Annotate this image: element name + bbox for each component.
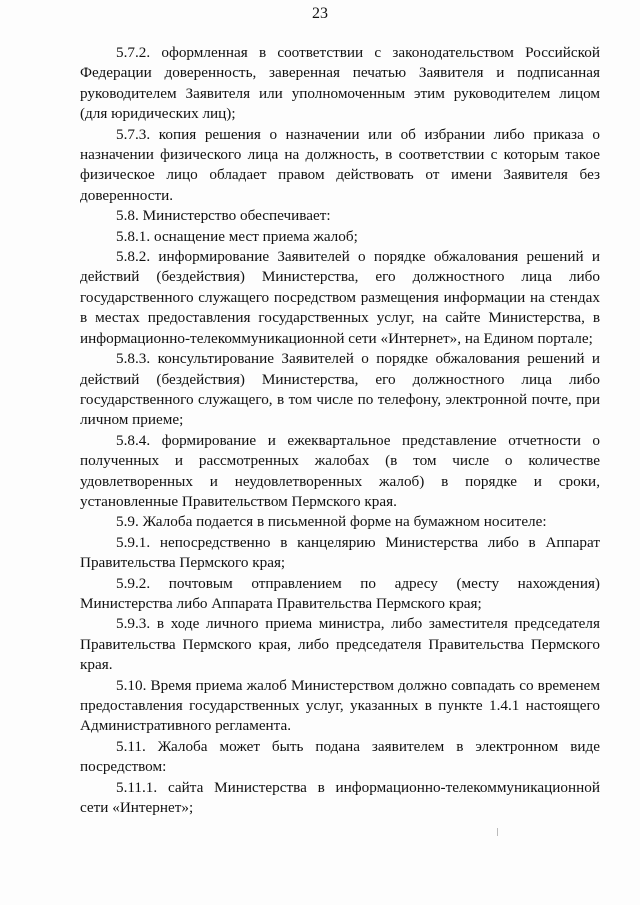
page-content [80, 43, 600, 818]
paragraph-5-7-2: 5.7.2. оформленная в соответствии с законодательством Российской Федерации доверенность, заверенная печатью Заявителя и подписанная руководителем Заявителя или уполномоченным этим руководителем лицом (для юридических лиц); [80, 44, 600, 123]
paragraph-5-10: 5.10. Время приема жалоб Министерством должно совпадать со временем предоставления государственных услуг, указанных в пункте 1.4.1 настоящего Административного регламента. [80, 676, 600, 735]
paragraph-5-11-1: 5.11.1. сайта Министерства в информационно-телекоммуникационной сети «Интернет»; [80, 778, 600, 817]
paragraph-5-7-3: 5.7.3. копия решения о назначении или об избрании либо приказа о назначении физического лица на должность, в соответствии с которым такое физическое лицо обладает правом действовать от имени Заявителя без доверенности. [80, 125, 600, 204]
paragraph-5-9: 5.9. Жалоба подается в письменной форме на бумажном носителе: [116, 513, 547, 531]
paragraph-5-9-3: 5.9.3. в ходе личного приема министра, либо заместителя председателя Правительства Пермского края, либо председателя Правительства Пермского края. [80, 615, 600, 674]
paragraph-5-11: 5.11. Жалоба может быть подана заявителем в электронном виде посредством: [80, 737, 600, 776]
paragraph-5-8-1: 5.8.1. оснащение мест приема жалоб; [116, 227, 358, 245]
paragraph-5-8-3: 5.8.3. консультирование Заявителей о порядке обжалования решений и действий (бездействия) Министерства, его должностного лица либо государственного служащего, в том числе по телефону, электронной почте, при личном приеме; [80, 350, 600, 429]
paragraph-5-9-2: 5.9.2. почтовым отправлением по адресу (месту нахождения) Министерства либо Аппарата Правительства Пермского края; [80, 574, 600, 612]
paragraph-5-8-4: 5.8.4. формирование и ежеквартальное представление отчетности о полученных и рассмотренных жалобах (в том числе о количестве удовлетворенных и неудовлетворенных жалоб) в порядке и сроки, установленные Правительством Пермского края. [80, 431, 600, 510]
scan-speck [497, 828, 498, 836]
page-number: 23 [312, 5, 328, 22]
paragraph-5-8-2: 5.8.2. информирование Заявителей о порядке обжалования решений и действий (бездействия) Министерства, его должностного лица либо государственного служащего посредством размещения информации на стендах в местах предоставления государственных услуг, на сайте Министерства, в информационно-телекоммуникационной сети «Интернет», на Едином портале; [80, 248, 600, 347]
paragraph-5-8: 5.8. Министерство обеспечивает: [116, 207, 331, 225]
paragraph-5-9-1: 5.9.1. непосредственно в канцелярию Министерства либо в Аппарат Правительства Пермского края; [80, 533, 600, 572]
